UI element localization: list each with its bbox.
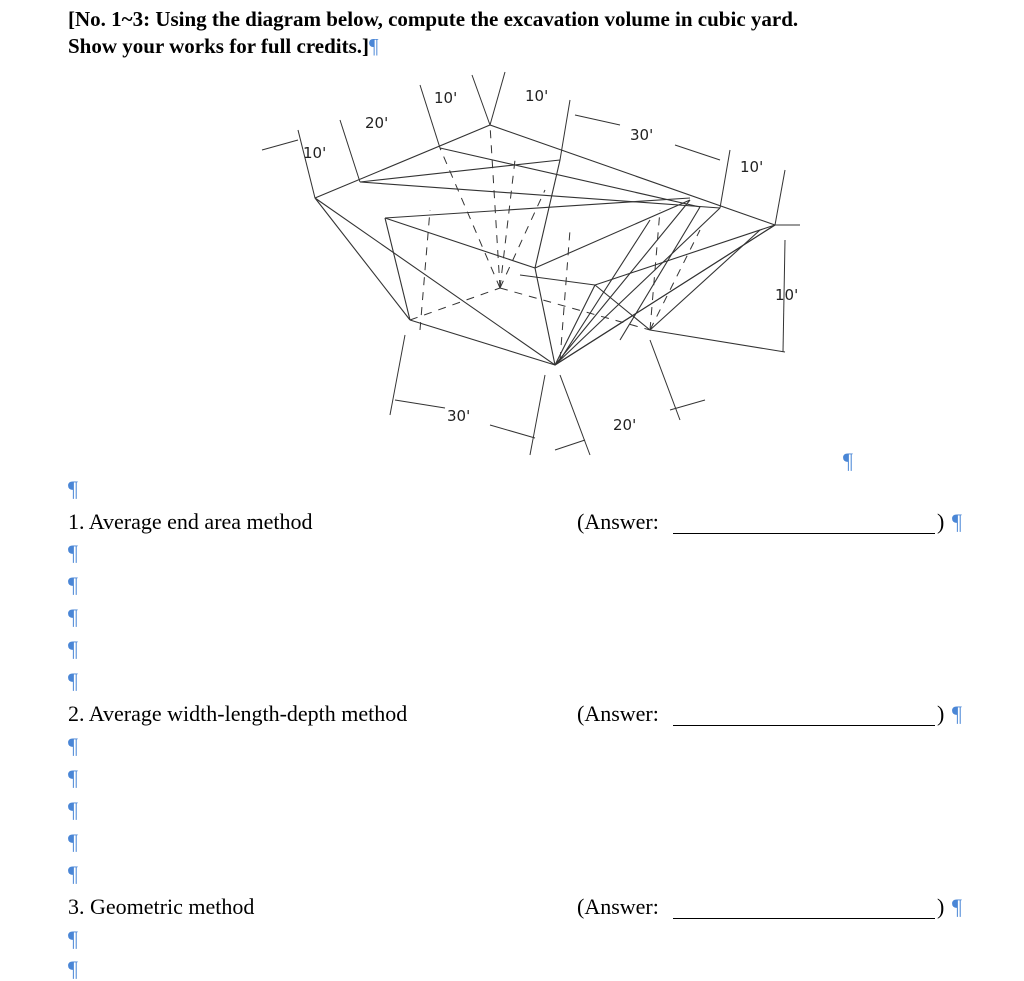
answer-2-blank[interactable]: [673, 725, 935, 726]
problem-header-line2-text: Show your works for full credits.]: [68, 34, 370, 58]
hidden-edge: [560, 230, 570, 360]
pilcrow-mark: ¶: [68, 829, 78, 854]
slope-line: [315, 198, 410, 320]
pilcrow-mark: ¶: [68, 572, 78, 597]
dimension-line: [490, 72, 505, 125]
slope-line: [650, 230, 760, 330]
hidden-edge: [500, 288, 650, 330]
dim-label-top-right-10: 10': [525, 87, 549, 105]
pilcrow-mark: ¶: [68, 956, 78, 981]
pilcrow-mark: ¶: [952, 894, 962, 919]
dimension-line: [720, 150, 730, 208]
pilcrow-mark: ¶: [68, 797, 78, 822]
pilcrow-mark: ¶: [68, 861, 78, 886]
dim-label-top-left-10: 10': [303, 144, 327, 162]
pilcrow-mark: ¶: [68, 733, 78, 758]
dim-label-bottom-30: 30': [447, 407, 471, 425]
hidden-edge: [490, 125, 500, 288]
slope-line: [410, 320, 555, 365]
hidden-edge: [650, 230, 700, 330]
answer-3-label: (Answer:: [577, 894, 659, 919]
answer-2-close: ): [937, 701, 945, 726]
top-grid-line: [535, 160, 560, 268]
pilcrow-mark: ¶: [369, 34, 379, 58]
slope-line: [595, 285, 650, 330]
top-grid-line: [440, 148, 700, 207]
top-grid-line: [520, 275, 595, 285]
dim-label-bottom-20: 20': [613, 416, 637, 434]
top-grid-line: [595, 225, 775, 285]
dimension-line: [340, 120, 360, 182]
pilcrow-mark: ¶: [952, 701, 962, 726]
hidden-edge: [420, 210, 430, 330]
slope-line: [620, 207, 700, 340]
dim-label-depth-10: 10': [775, 286, 799, 304]
dimension-line: [675, 145, 720, 160]
question-2-label: 2. Average width-length-depth method: [68, 701, 408, 726]
answer-3-close: ): [937, 894, 945, 919]
dimension-line: [670, 400, 705, 410]
pilcrow-mark: ¶: [68, 476, 78, 501]
dimension-line: [298, 130, 315, 198]
hidden-edge: [500, 160, 515, 288]
top-outline: [315, 125, 775, 365]
problem-header-line1: [No. 1~3: Using the diagram below, compute the excavation volume in cubic yard.: [68, 7, 799, 31]
top-grid-line: [385, 198, 690, 218]
dim-label-right-10: 10': [740, 158, 764, 176]
answer-1-close: ): [937, 509, 945, 534]
hidden-edge: [440, 148, 500, 288]
dim-label-top-center-10: 10': [434, 89, 458, 107]
top-grid-line: [360, 160, 560, 182]
dimension-line: [395, 400, 445, 408]
dimension-line: [262, 140, 298, 150]
top-grid-line: [360, 182, 720, 208]
pilcrow-mark: ¶: [843, 448, 853, 473]
slope-line: [650, 330, 785, 352]
question-1-label: 1. Average end area method: [68, 509, 313, 534]
dimension-line: [472, 75, 490, 125]
question-3-label: 3. Geometric method: [68, 894, 255, 919]
answer-1-label: (Answer:: [577, 509, 659, 534]
dimension-line: [775, 170, 785, 225]
dimension-line: [530, 375, 545, 455]
dim-label-top-20: 20': [365, 114, 389, 132]
pilcrow-mark: ¶: [68, 668, 78, 693]
dimension-line: [575, 115, 620, 125]
pilcrow-mark: ¶: [68, 926, 78, 951]
top-grid-line: [535, 200, 690, 268]
slope-line: [535, 268, 555, 365]
dimension-line: [390, 335, 405, 415]
dimension-line: [555, 440, 585, 450]
answer-2-label: (Answer:: [577, 701, 659, 726]
dimension-line: [490, 425, 535, 438]
hidden-edge: [500, 190, 545, 288]
pilcrow-mark: ¶: [952, 509, 962, 534]
dim-label-top-30: 30': [630, 126, 654, 144]
pilcrow-mark: ¶: [68, 636, 78, 661]
answer-3-blank[interactable]: [673, 918, 935, 919]
pilcrow-mark: ¶: [68, 540, 78, 565]
slope-line: [560, 220, 650, 360]
pilcrow-mark: ¶: [68, 604, 78, 629]
answer-1-blank[interactable]: [673, 533, 935, 534]
pilcrow-mark: ¶: [68, 765, 78, 790]
slope-line: [555, 208, 720, 365]
